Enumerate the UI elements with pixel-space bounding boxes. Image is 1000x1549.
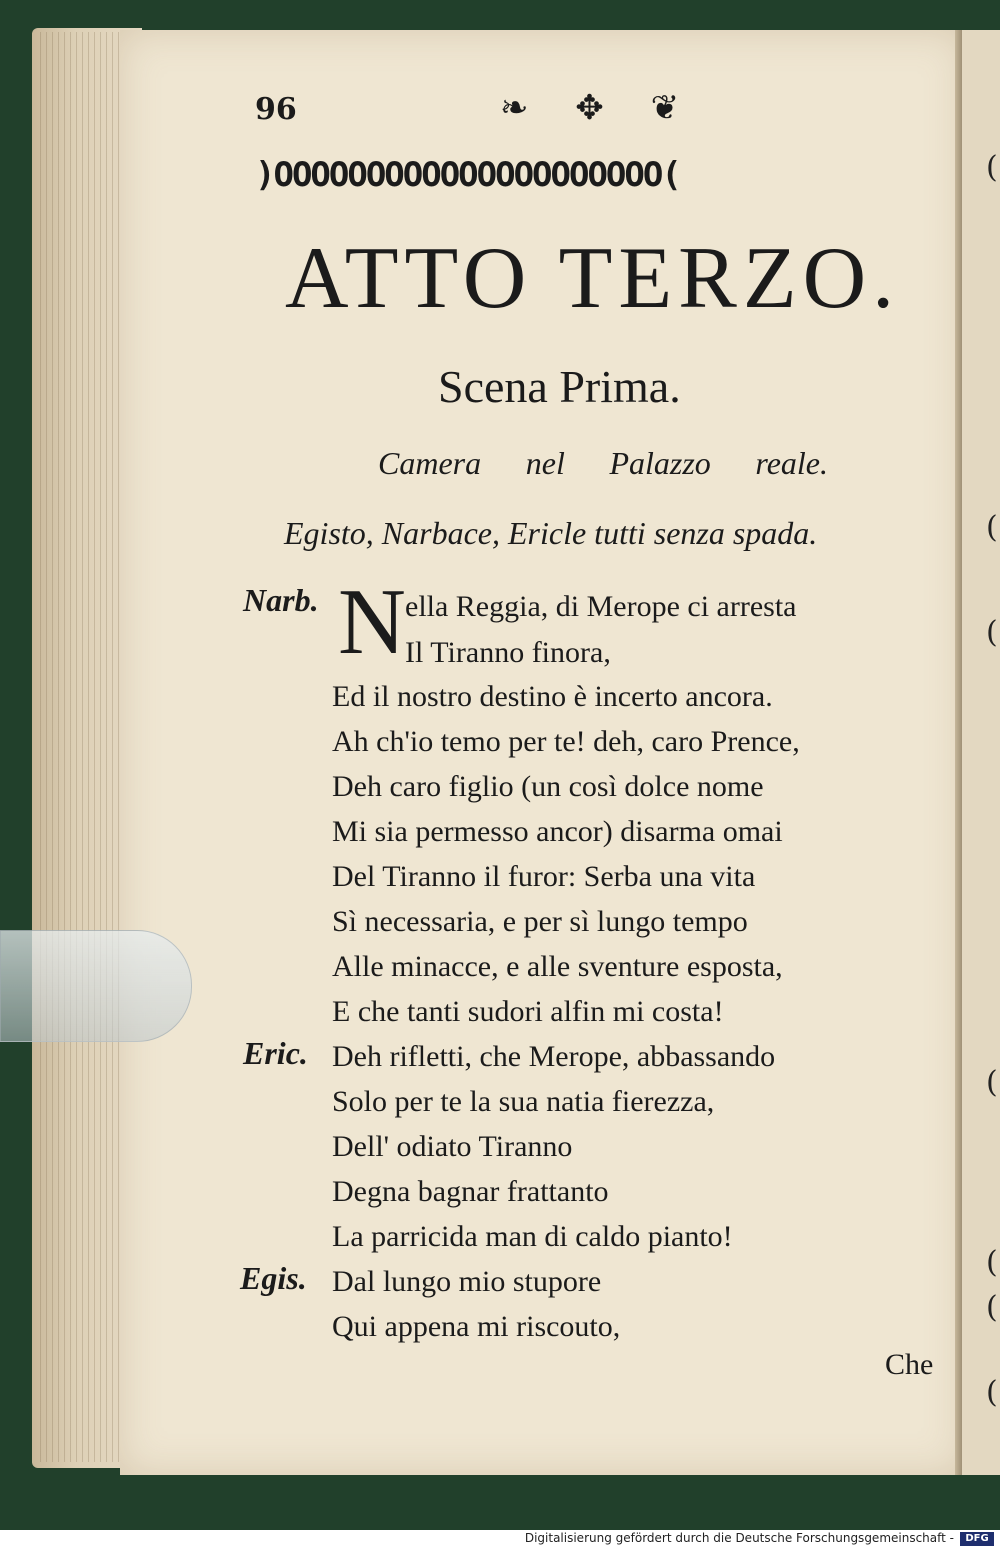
scene-setting	[378, 445, 828, 482]
ornamental-border: )OOOOOOOOOOOOOOOOOOOOO(	[255, 155, 680, 195]
verse-line: Mi sia permesso ancor) disarma omai	[332, 815, 783, 848]
verse-line: ella Reggia, di Merope ci arresta	[405, 590, 797, 623]
catchword: Che	[885, 1348, 934, 1381]
verse-line: Degna bagnar frattanto	[332, 1175, 609, 1208]
digitization-footer	[0, 1530, 1000, 1549]
funding-credit: Digitalisierung gefördert durch die Deutsche Forschungsgemeinschaft -	[524, 1531, 954, 1545]
verse-line: Del Tiranno il furor: Serba una vita	[332, 860, 756, 893]
verse-line: Dal lungo mio stupore	[332, 1265, 602, 1298]
verse-line: Ah ch'io temo per te! deh, caro Prence,	[332, 725, 800, 758]
fleuron-ornament: ❧ ✥ ❦	[500, 88, 698, 128]
character-list: Egisto, Narbace, Ericle tutti senza spada.	[284, 515, 818, 551]
facing-page-glyph: (	[986, 1290, 998, 1325]
speaker-label: Eric.	[243, 1035, 308, 1071]
act-title: ATTO TERZO.	[285, 230, 901, 327]
verse-line: La parricida man di caldo pianto!	[332, 1220, 733, 1253]
setting-word: Palazzo	[609, 445, 711, 481]
speaker-label: Egis.	[240, 1260, 307, 1296]
facing-page-glyph: (	[986, 1245, 998, 1280]
facing-page-glyph: (	[986, 615, 998, 650]
setting-word: Camera	[378, 445, 482, 481]
verse-line: Solo per te la sua natia fierezza,	[332, 1085, 715, 1118]
verse-line: Qui appena mi riscouto,	[332, 1310, 621, 1343]
facing-page-glyph: (	[986, 1375, 998, 1410]
facing-page-glyph: (	[986, 150, 998, 185]
verse-line: Ed il nostro destino è incerto ancora.	[332, 680, 773, 713]
verse-line: Deh rifletti, che Merope, abbassando	[332, 1040, 776, 1073]
page-edge-texture	[40, 32, 130, 1462]
dfg-logo: DFG	[960, 1532, 994, 1546]
verse-line: Deh caro figlio (un così dolce nome	[332, 770, 764, 803]
verse-line: Alle minacce, e alle sventure esposta,	[332, 950, 783, 983]
setting-word: reale.	[755, 445, 828, 481]
page-holder-clip	[0, 930, 192, 1042]
scene-title: Scena Prima.	[438, 361, 681, 412]
setting-word: nel	[525, 445, 565, 481]
verse-line: Il Tiranno finora,	[405, 636, 611, 669]
facing-page-glyph: (	[986, 510, 998, 545]
verse-line: E che tanti sudori alfin mi costa!	[332, 995, 724, 1028]
speaker-label: Narb.	[243, 582, 319, 618]
facing-page-sliver	[962, 30, 1000, 1475]
facing-page-glyph: (	[986, 1065, 998, 1100]
page-number: 96	[255, 92, 297, 127]
drop-cap: N	[338, 570, 406, 674]
verse-line: Sì necessaria, e per sì lungo tempo	[332, 905, 748, 938]
verse-line: Dell' odiato Tiranno	[332, 1130, 573, 1163]
